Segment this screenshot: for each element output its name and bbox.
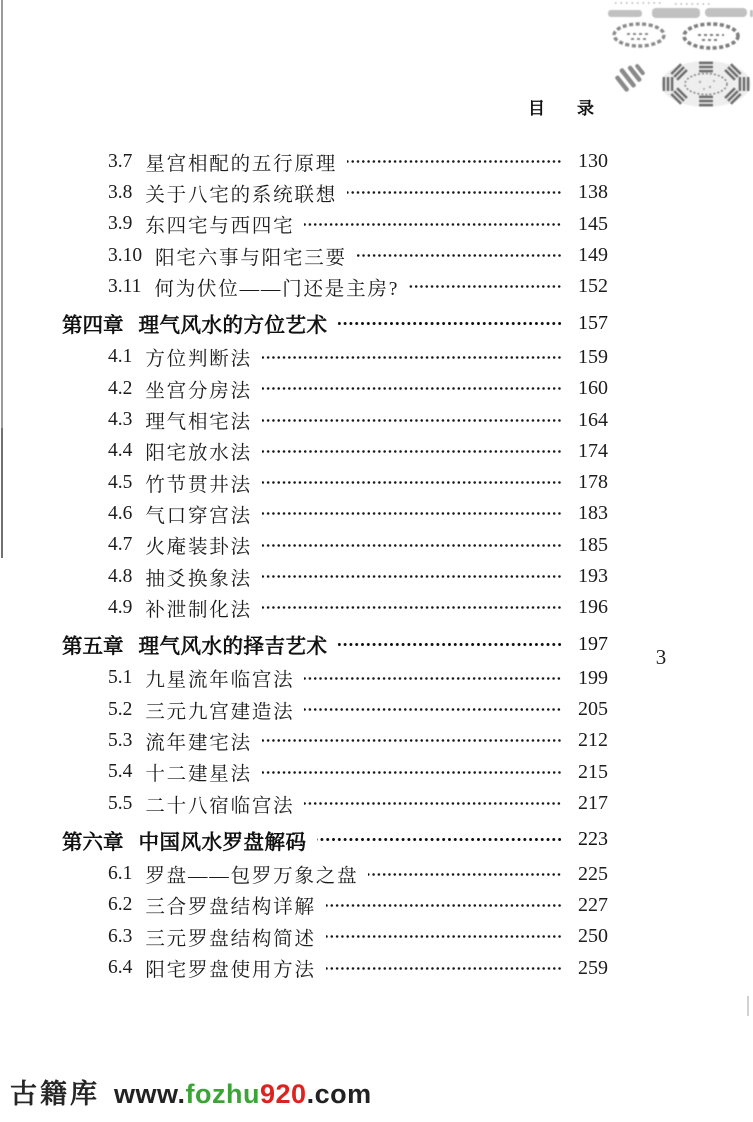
toc-item-row bbox=[62, 436, 608, 467]
entry-page-number: 197 bbox=[578, 632, 608, 655]
entry-number: 4.1 bbox=[108, 346, 133, 368]
toc-item-row bbox=[62, 757, 608, 788]
entry-number: 4.4 bbox=[108, 440, 133, 462]
toc-item-row bbox=[62, 240, 608, 271]
dot-leader bbox=[326, 953, 562, 984]
entry-number: 第六章 bbox=[62, 830, 124, 854]
dot-leader bbox=[347, 177, 562, 208]
toc-item-row bbox=[62, 271, 608, 302]
dot-leader bbox=[262, 373, 562, 404]
entry-page-number: 185 bbox=[578, 533, 608, 556]
dot-leader bbox=[347, 146, 562, 177]
entry-page-number: 152 bbox=[578, 275, 608, 298]
entry-label: 罗盘——包罗万象之盘 bbox=[145, 866, 359, 888]
entry-page-number: 225 bbox=[578, 862, 608, 885]
toc-item-row bbox=[62, 373, 608, 404]
folio-page-number: 3 bbox=[655, 645, 667, 669]
page-title bbox=[528, 94, 594, 119]
entry-page-number: 160 bbox=[578, 377, 608, 400]
entry-page-number: 212 bbox=[578, 729, 608, 752]
dot-leader bbox=[304, 694, 562, 725]
toc-item-row bbox=[62, 498, 608, 529]
watermark bbox=[10, 1072, 372, 1111]
entry-page-number: 217 bbox=[578, 792, 608, 815]
dot-leader bbox=[262, 467, 562, 498]
toc-item-row bbox=[62, 859, 608, 890]
entry-label: 理气相宅法 bbox=[145, 412, 252, 434]
watermark-library-label: 古籍库 bbox=[10, 1079, 100, 1109]
entry-number: 4.9 bbox=[108, 596, 133, 618]
ink-smudge bbox=[608, 8, 753, 18]
entry-label: 气口穿宫法 bbox=[145, 505, 252, 527]
toc-item-row bbox=[62, 694, 608, 725]
entry-page-number: 138 bbox=[578, 181, 608, 204]
entry-page-number: 205 bbox=[578, 698, 608, 721]
entry-number: 3.10 bbox=[108, 244, 143, 266]
entry-label: 东四宅与西四宅 bbox=[145, 216, 295, 238]
entry-page-number: 145 bbox=[578, 212, 608, 235]
watermark-url-green: fozhu bbox=[185, 1079, 260, 1109]
scan-edge-line bbox=[1, 0, 3, 428]
scan-edge-line bbox=[747, 996, 749, 1016]
entry-number: 3.7 bbox=[108, 150, 133, 172]
toc-item-row bbox=[62, 663, 608, 694]
entry-page-number: 227 bbox=[578, 893, 608, 916]
entry-number: 6.1 bbox=[108, 863, 133, 885]
entry-label: 九星流年临宫法 bbox=[145, 670, 295, 692]
entry-number: 4.3 bbox=[108, 409, 133, 431]
entry-label: 三元罗盘结构简述 bbox=[145, 928, 316, 950]
toc-item-row bbox=[62, 725, 608, 756]
dot-leader bbox=[262, 757, 562, 788]
dot-leader bbox=[357, 240, 562, 271]
dot-leader bbox=[368, 859, 562, 890]
bagua-icon bbox=[661, 61, 751, 107]
entry-label: 三合罗盘结构详解 bbox=[145, 897, 316, 919]
entry-page-number: 157 bbox=[578, 311, 608, 334]
entry-number: 5.3 bbox=[108, 729, 133, 751]
entry-label: 中国风水罗盘解码 bbox=[138, 830, 307, 854]
leaf-smudge-icon bbox=[613, 59, 648, 94]
toc-chapter-row bbox=[62, 824, 608, 855]
entry-page-number: 250 bbox=[578, 925, 608, 948]
entry-label: 阳宅罗盘使用方法 bbox=[145, 960, 316, 982]
page-title-char: 录 bbox=[577, 99, 594, 118]
entry-number: 4.8 bbox=[108, 565, 133, 587]
toc-item-row bbox=[62, 530, 608, 561]
toc-item-row bbox=[62, 342, 608, 373]
dot-leader bbox=[262, 405, 562, 436]
entry-page-number: 183 bbox=[578, 502, 608, 525]
toc-chapter-row bbox=[62, 307, 608, 338]
toc-item-row bbox=[62, 561, 608, 592]
entry-page-number: 199 bbox=[578, 666, 608, 689]
entry-number: 4.7 bbox=[108, 534, 133, 556]
watermark-url-suffix: .com bbox=[306, 1079, 372, 1109]
entry-page-number: 259 bbox=[578, 956, 608, 979]
toc-item-row bbox=[62, 209, 608, 240]
entry-page-number: 130 bbox=[578, 150, 608, 173]
entry-label: 抽爻换象法 bbox=[145, 568, 252, 590]
entry-label: 关于八宅的系统联想 bbox=[145, 184, 338, 206]
dot-leader bbox=[262, 725, 562, 756]
entry-page-number: 196 bbox=[578, 596, 608, 619]
entry-number: 5.1 bbox=[108, 667, 133, 689]
cloud-rosette-icon bbox=[684, 24, 738, 48]
entry-page-number: 149 bbox=[578, 244, 608, 267]
watermark-url-prefix: www. bbox=[114, 1079, 186, 1109]
dot-leader bbox=[338, 629, 563, 660]
dot-leader bbox=[409, 271, 562, 302]
toc-item-row bbox=[62, 404, 608, 435]
toc-chapter-row bbox=[62, 628, 608, 659]
ink-smudge-row bbox=[615, 3, 713, 4]
entry-page-number: 215 bbox=[578, 760, 608, 783]
entry-number: 6.4 bbox=[108, 957, 133, 979]
entry-page-number: 159 bbox=[578, 345, 608, 368]
entry-label: 三元九宫建造法 bbox=[145, 701, 295, 723]
entry-page-number: 164 bbox=[578, 408, 608, 431]
dot-leader bbox=[326, 921, 562, 952]
entry-label: 火庵装卦法 bbox=[145, 537, 252, 559]
watermark-url bbox=[114, 1079, 372, 1110]
toc-list bbox=[62, 146, 608, 984]
watermark-url-red: 920 bbox=[260, 1079, 307, 1109]
entry-label: 坐宫分房法 bbox=[145, 380, 252, 402]
entry-number: 6.2 bbox=[108, 894, 133, 916]
entry-label: 补泄制化法 bbox=[145, 599, 252, 621]
toc-item-row bbox=[62, 467, 608, 498]
entry-page-number: 193 bbox=[578, 565, 608, 587]
entry-label: 二十八宿临宫法 bbox=[145, 795, 295, 817]
entry-number: 3.8 bbox=[108, 181, 133, 203]
entry-page-number: 178 bbox=[578, 471, 608, 494]
dot-leader bbox=[304, 663, 562, 694]
toc-item-row bbox=[62, 146, 608, 177]
dot-leader bbox=[262, 498, 562, 529]
toc-item-row bbox=[62, 788, 608, 819]
entry-number: 第五章 bbox=[62, 635, 124, 659]
entry-page-number: 223 bbox=[578, 828, 608, 851]
entry-label: 方位判断法 bbox=[145, 349, 252, 371]
dot-leader bbox=[262, 561, 562, 592]
dot-leader bbox=[262, 342, 562, 373]
entry-number: 5.5 bbox=[108, 792, 133, 814]
entry-number: 3.9 bbox=[108, 213, 133, 235]
toc-item-row bbox=[62, 592, 608, 623]
dot-leader bbox=[262, 436, 562, 467]
cloud-rosette-icon bbox=[614, 24, 664, 46]
entry-label: 阳宅六事与阳宅三要 bbox=[155, 247, 347, 269]
entry-label: 理气风水的择吉艺术 bbox=[138, 635, 328, 659]
entry-number: 3.11 bbox=[108, 275, 142, 297]
entry-label: 理气风水的方位艺术 bbox=[138, 314, 328, 338]
dot-leader bbox=[326, 890, 562, 921]
page-title-char: 目 bbox=[528, 99, 545, 118]
entry-number: 4.6 bbox=[108, 502, 133, 524]
dot-leader bbox=[304, 209, 562, 240]
entry-page-number: 174 bbox=[578, 439, 608, 462]
entry-label: 阳宅放水法 bbox=[145, 443, 252, 465]
entry-number: 第四章 bbox=[62, 314, 124, 338]
scan-edge-line bbox=[1, 428, 3, 558]
dot-leader bbox=[317, 824, 563, 855]
dot-leader bbox=[262, 592, 562, 623]
toc-item-row bbox=[62, 921, 608, 952]
entry-number: 5.4 bbox=[108, 761, 133, 783]
entry-number: 5.2 bbox=[108, 698, 133, 720]
toc-item-row bbox=[62, 890, 608, 921]
toc-item-row bbox=[62, 952, 608, 983]
entry-label: 何为伏位——门还是主房? bbox=[154, 278, 400, 300]
dot-leader bbox=[338, 308, 563, 339]
entry-number: 4.2 bbox=[108, 377, 133, 399]
entry-label: 流年建宅法 bbox=[145, 732, 252, 754]
entry-label: 十二建星法 bbox=[145, 764, 252, 786]
dot-leader bbox=[262, 530, 562, 561]
dot-leader bbox=[304, 788, 562, 819]
entry-number: 4.5 bbox=[108, 471, 133, 493]
entry-label: 竹节贯井法 bbox=[145, 474, 252, 496]
entry-label: 星宫相配的五行原理 bbox=[145, 153, 338, 175]
entry-number: 6.3 bbox=[108, 925, 133, 947]
toc-item-row bbox=[62, 177, 608, 208]
